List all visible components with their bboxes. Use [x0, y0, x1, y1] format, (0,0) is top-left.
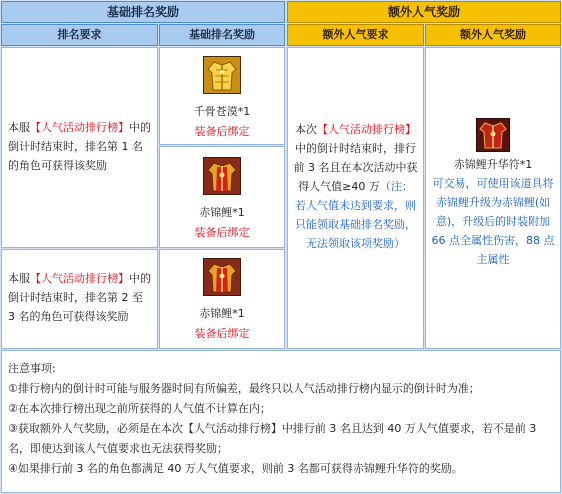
red-gold-robe-icon	[160, 258, 284, 299]
reward-bind-status: 装备后绑定	[194, 226, 250, 239]
gold-robe-icon	[160, 56, 284, 97]
note-item: ③获取额外人气奖励，必须是在本次【人气活动排行榜】中排行前 3 名且达到 40 万人气值要求，若不是前 3 名，即使达到该人气值要求也无法获得奖励；	[8, 422, 537, 455]
reward-item-name: 赤锦鲤*1	[199, 206, 245, 219]
reward-item-name: 千骨苍漠*1	[193, 105, 251, 118]
extra-requirement-header: 额外人气要求	[287, 24, 424, 46]
basic-reward-col-header: 基础排名奖励	[159, 24, 285, 46]
extra-req-note: （注：若人气值未达到要求，则只能领取基础排名奖励，无法领取该项奖励）	[295, 180, 416, 250]
reward-bind-status: 装备后绑定	[194, 327, 250, 340]
extra-requirement	[287, 47, 424, 349]
red-gold-robe-icon	[160, 157, 284, 198]
note-item: ①排行榜内的倒计时可能与服务器时间有所偏差，最终只以人气活动排行榜内显示的倒计时为准；	[8, 382, 480, 395]
row2-requirement-pre: 本服	[8, 272, 30, 285]
basic-reward-header: 基础排名奖励	[1, 1, 285, 23]
extra-ranking-link[interactable]: 【人气活动排行榜】	[317, 123, 416, 136]
row2-reward-1	[159, 249, 285, 349]
extra-reward-name: 赤锦鲤升华符*1	[453, 158, 533, 171]
row2-requirement	[1, 249, 158, 349]
extra-req-pre: 本次	[295, 123, 317, 136]
upgrade-scroll-icon	[431, 118, 555, 152]
row1-reward-1	[159, 47, 285, 145]
note-item: ④如果排行前 3 名的角色都满足 40 万人气值要求，则前 3 名都可获得赤锦鲤升华符的奖励。	[8, 462, 463, 475]
row1-reward-2	[159, 146, 285, 248]
extra-req-mid: 中的倒计时结束时，排行前 3 名且在本次活动中获得人气值≥40 万	[293, 142, 418, 193]
row1-ranking-link[interactable]: 【人气活动排行榜】	[30, 121, 129, 134]
reward-bind-status: 装备后绑定	[194, 125, 250, 138]
extra-reward-header: 额外人气奖励	[287, 1, 561, 23]
row1-requirement-post: 中的倒计时结束时，排名第 1 名的角色可获得该奖励	[8, 121, 151, 172]
extra-reward-desc: 可交易，可使用该道具将赤锦鲤升级为赤锦鲤(如意)，升级后的时装附加 66 点全属性伤害，88 点主属性	[431, 177, 555, 266]
rank-requirement-header: 排名要求	[1, 24, 158, 46]
row1-requirement-pre: 本服	[8, 121, 30, 134]
row2-ranking-link[interactable]: 【人气活动排行榜】	[30, 272, 129, 285]
notes-title: 注意事项:	[8, 362, 56, 375]
row1-requirement	[1, 47, 158, 248]
extra-reward	[425, 47, 561, 349]
note-item: ②在本次排行榜出现之前所获得的人气值不计算在内；	[8, 402, 271, 415]
reward-item-name: 赤锦鲤*1	[199, 307, 245, 320]
row2-requirement-post: 中的倒计时结束时，排名第 2 至 3 名的角色可获得该奖励	[8, 272, 151, 323]
notes-section	[1, 350, 561, 493]
extra-reward-col-header: 额外人气奖励	[425, 24, 561, 46]
